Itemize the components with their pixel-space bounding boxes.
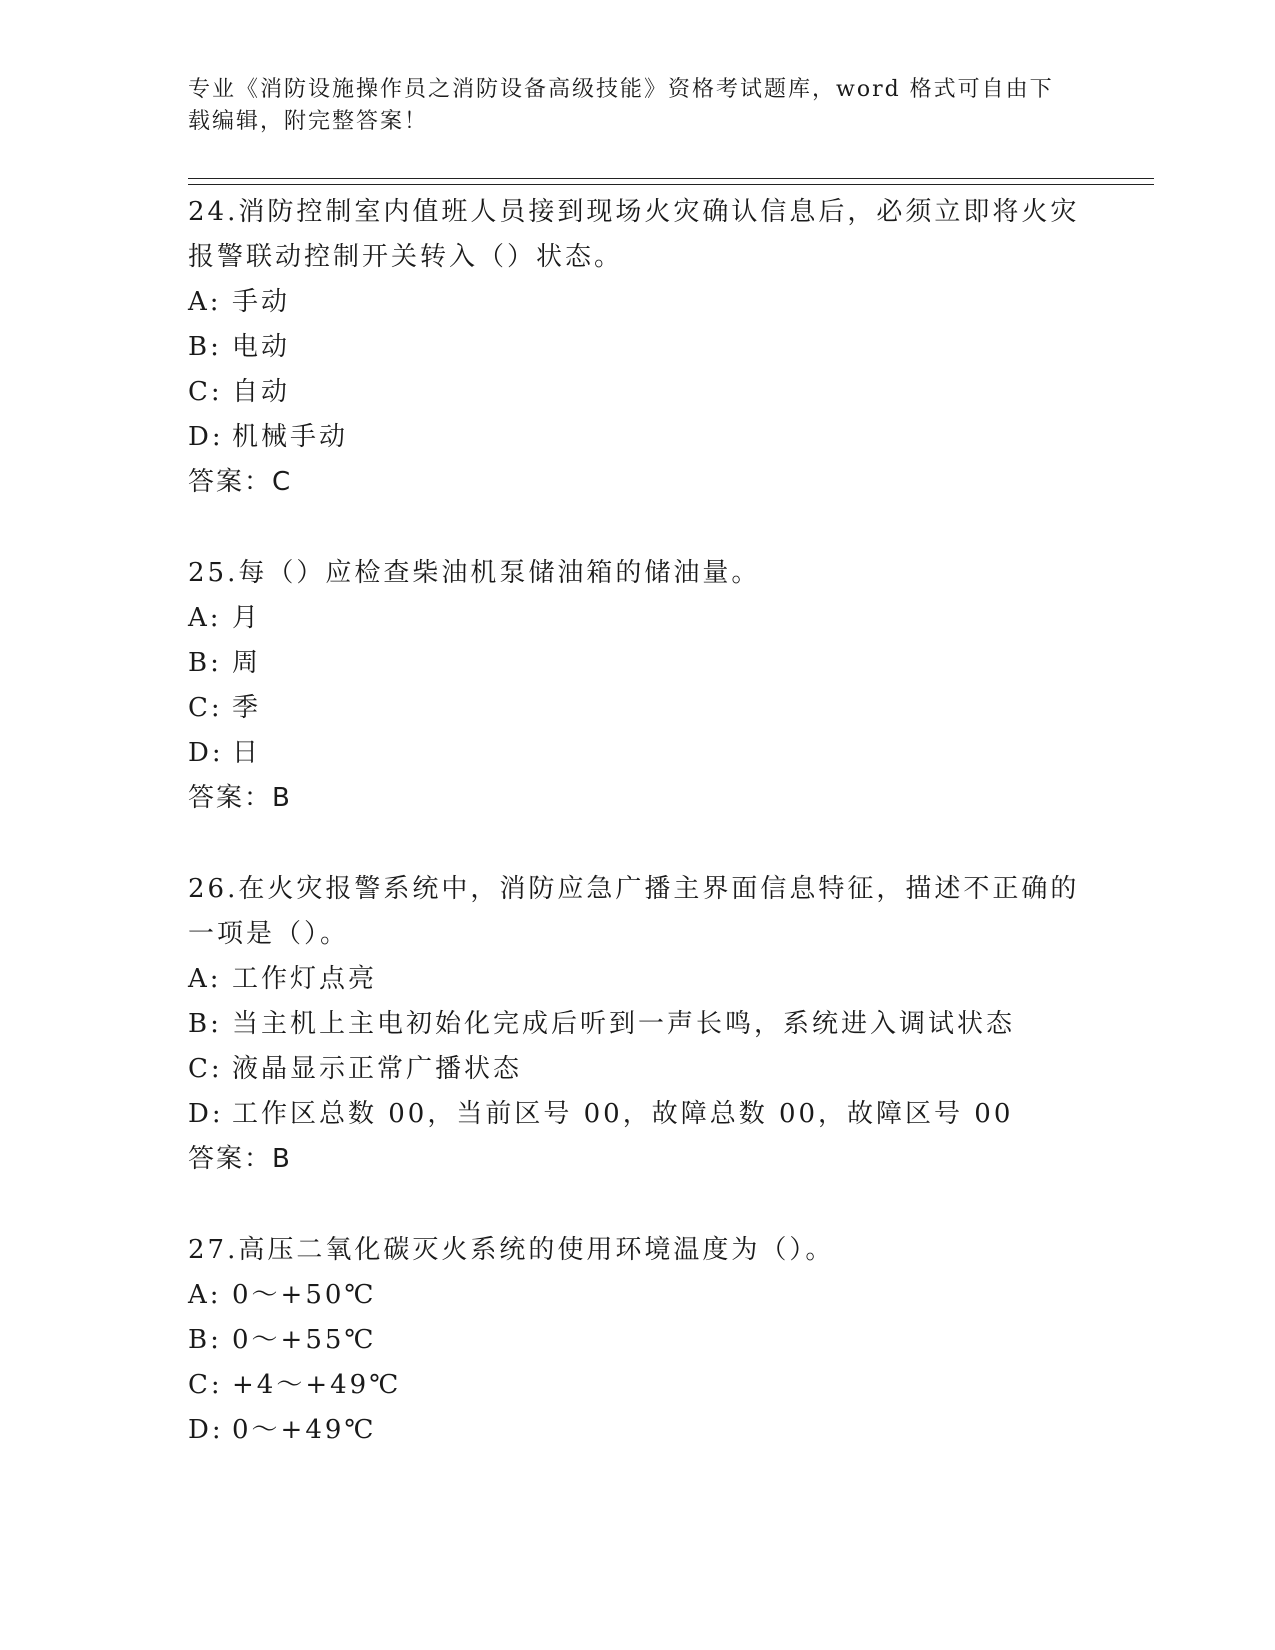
option-b: [188, 1318, 1088, 1363]
option-d: [188, 1092, 1088, 1137]
option-key: D:: [188, 422, 224, 452]
option-a: [188, 280, 1088, 325]
option-key: B:: [188, 332, 222, 362]
option-text: 0～+50℃: [232, 1280, 377, 1310]
option-key: C:: [188, 1054, 223, 1084]
option-key: B:: [188, 1325, 222, 1355]
option-text: 0～+49℃: [232, 1415, 377, 1445]
option-a: [188, 596, 1088, 641]
option-a: [188, 1273, 1088, 1318]
header-line-2: 载编辑，附完整答案！: [188, 109, 429, 134]
header-divider-bottom: [188, 184, 1154, 185]
option-c: [188, 1363, 1088, 1408]
option-b: [188, 325, 1088, 370]
option-b: [188, 641, 1088, 686]
question-item: [188, 551, 1088, 821]
option-text: 手动: [232, 287, 291, 317]
option-text: 自动: [232, 377, 291, 407]
answer-line: 答案：B: [188, 1144, 292, 1174]
question-text: 26.在火灾报警系统中，消防应急广播主界面信息特征，描述不正确的一项是（）。: [188, 874, 1080, 949]
option-text: 周: [232, 648, 262, 678]
option-d: [188, 415, 1088, 460]
option-a: [188, 957, 1088, 1002]
option-key: A:: [188, 964, 222, 994]
option-c: [188, 1047, 1088, 1092]
question-item: [188, 867, 1088, 1182]
option-key: C:: [188, 693, 223, 723]
option-key: A:: [188, 603, 222, 633]
option-text: 工作灯点亮: [232, 964, 378, 994]
option-key: A:: [188, 1280, 222, 1310]
header-divider-top: [188, 178, 1154, 179]
answer-line: 答案：B: [188, 783, 292, 813]
answer-line: 答案：C: [188, 467, 293, 497]
option-text: 电动: [232, 332, 291, 362]
question-list: [188, 190, 1088, 1499]
option-text: 机械手动: [232, 422, 349, 452]
option-d: [188, 1408, 1088, 1453]
option-text: 当主机上主电初始化完成后听到一声长鸣，系统进入调试状态: [232, 1009, 1016, 1039]
question-text: 24.消防控制室内值班人员接到现场火灾确认信息后，必须立即将火灾报警联动控制开关转入（）状态。: [188, 197, 1080, 272]
option-key: B:: [188, 648, 222, 678]
option-key: D:: [188, 738, 224, 768]
option-text: 月: [232, 603, 262, 633]
document-header: [188, 74, 1088, 138]
option-c: [188, 686, 1088, 731]
header-line-1: 专业《消防设施操作员之消防设备高级技能》资格考试题库，word 格式可自由下: [188, 77, 1054, 102]
option-text: 工作区总数 00，当前区号 00，故障总数 00，故障区号 00: [232, 1099, 1014, 1129]
option-d: [188, 731, 1088, 776]
option-b: [188, 1002, 1088, 1047]
question-item: [188, 1228, 1088, 1453]
option-text: 液晶显示正常广播状态: [232, 1054, 523, 1084]
option-key: C:: [188, 1370, 223, 1400]
option-key: D:: [188, 1099, 224, 1129]
option-key: D:: [188, 1415, 224, 1445]
option-key: A:: [188, 287, 222, 317]
option-text: 0～+55℃: [232, 1325, 377, 1355]
question-text: 25.每（）应检查柴油机泵储油箱的储油量。: [188, 558, 761, 588]
question-item: [188, 190, 1088, 505]
option-key: C:: [188, 377, 223, 407]
option-text: +4～+49℃: [232, 1370, 402, 1400]
option-text: 日: [232, 738, 262, 768]
option-c: [188, 370, 1088, 415]
option-key: B:: [188, 1009, 222, 1039]
option-text: 季: [232, 693, 262, 723]
question-text: 27.高压二氧化碳灭火系统的使用环境温度为（）。: [188, 1235, 835, 1265]
